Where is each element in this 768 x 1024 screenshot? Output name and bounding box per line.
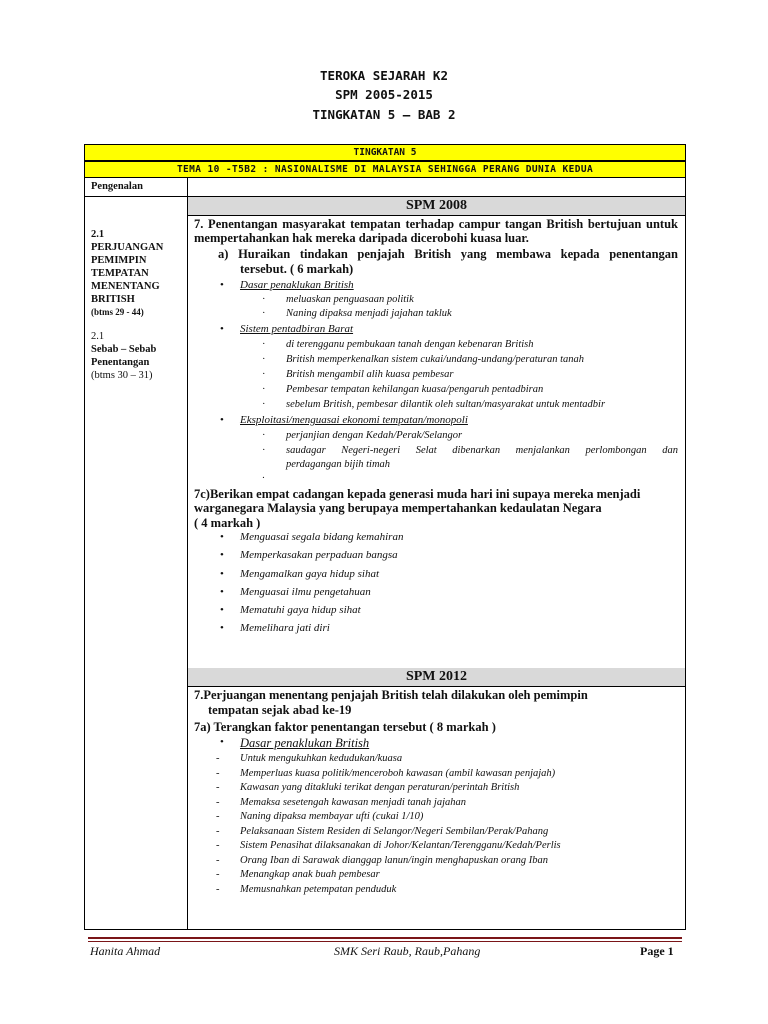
sub-title-line: Penentangan bbox=[91, 357, 150, 368]
bullet-icon: • bbox=[220, 549, 224, 561]
answer-item: • Menguasai ilmu pengetahuan bbox=[220, 586, 371, 598]
section-title-line: TEMPATAN bbox=[91, 268, 149, 279]
list-item: · Naning dipaksa menjadi jajahan takluk bbox=[262, 308, 452, 319]
list-item: - Naning dipaksa membayar ufti (cukai 1/10) bbox=[216, 811, 424, 822]
doc-subtitle: SPM 2005-2015 bbox=[335, 87, 433, 102]
column-divider bbox=[187, 178, 188, 930]
list-item: - Memusnahkan petempatan penduduk bbox=[216, 884, 397, 895]
question-7a-line2: tersebut. ( 6 markah) bbox=[240, 262, 354, 276]
row-divider bbox=[187, 215, 685, 216]
footer-school: SMK Seri Raub, Raub,Pahang bbox=[334, 944, 481, 958]
list-item: · saudagar Negeri-negeri Selat dibenarkan menjalankan perlombongan dan bbox=[262, 445, 678, 456]
row-divider bbox=[187, 686, 685, 687]
section-number: 2.1 bbox=[91, 229, 105, 240]
footer-rule bbox=[88, 937, 682, 939]
footer-author: Hanita Ahmad bbox=[90, 944, 161, 958]
section-ref: (btms 29 - 44) bbox=[91, 307, 144, 317]
answer-item: • Mematuhi gaya hidup sihat bbox=[220, 604, 361, 616]
group-eksploitasi: • Eksploitasi/menguasai ekonomi tempatan/monopoli bbox=[220, 414, 468, 426]
section-title-line: PERJUANGAN bbox=[91, 242, 164, 253]
list-item: · meluaskan penguasaan politik bbox=[262, 294, 414, 305]
bullet-icon: • bbox=[220, 586, 224, 598]
bullet-icon: • bbox=[220, 414, 224, 426]
bullet-icon: • bbox=[220, 568, 224, 580]
list-item: - Memperluas kuasa politik/menceroboh kawasan (ambil kawasan penjajah) bbox=[216, 768, 556, 779]
list-item: - Untuk mengukuhkan kedudukan/kuasa bbox=[216, 753, 403, 764]
question-7c-line3: ( 4 markah ) bbox=[194, 516, 261, 530]
sub-ref: (btms 30 – 31) bbox=[91, 370, 153, 381]
list-item: · British memperkenalkan sistem cukai/undang-undang/peraturan tanah bbox=[262, 354, 585, 365]
answer-item: • Menguasai segala bidang kemahiran bbox=[220, 531, 404, 543]
sub-title-line: Sebab – Sebab bbox=[91, 344, 157, 355]
question-7-2012-line2: tempatan sejak abad ke-19 bbox=[208, 703, 352, 717]
list-item: - Menangkap anak buah pembesar bbox=[216, 869, 380, 880]
group-dasar-penaklukan: • Dasar penaklukan British bbox=[220, 279, 354, 291]
sub-number: 2.1 bbox=[91, 331, 105, 342]
answer-item: • Memelihara jati diri bbox=[220, 622, 330, 634]
bullet-icon: • bbox=[220, 622, 224, 634]
section-title-line: BRITISH bbox=[91, 294, 135, 305]
group-dasar-penaklukan-2012: • Dasar penaklukan British bbox=[220, 736, 370, 750]
list-item: · di terengganu pembukaan tanah dengan kebenaran British bbox=[262, 339, 534, 350]
list-item-continued: perdagangan bijih timah bbox=[286, 459, 391, 470]
empty-marker: · bbox=[262, 473, 265, 484]
doc-title: TEROKA SEJARAH K2 bbox=[320, 68, 448, 83]
list-item: · sebelum British, pembesar dilantik oleh sultan/masyarakat untuk mentadbir bbox=[262, 399, 606, 410]
doc-chapter: TINGKATAN 5 – BAB 2 bbox=[312, 107, 456, 122]
list-item: · Pembesar tempatan kehilangan kuasa/pengaruh pentadbiran bbox=[262, 384, 544, 395]
level-banner: TINGKATAN 5 bbox=[84, 144, 686, 161]
footer-rule bbox=[88, 941, 682, 942]
bullet-icon: • bbox=[220, 531, 224, 543]
section-2-1-sub-block bbox=[91, 330, 156, 382]
section-title-line: MENENTANG bbox=[91, 281, 160, 292]
question-7c-line2: warganegara Malaysia yang berupaya mempertahankan kedaulatan Negara bbox=[194, 501, 602, 515]
spm-2008-heading: SPM 2008 bbox=[188, 197, 685, 215]
question-7c-line1: 7c)Berikan empat cadangan kepada generasi muda hari ini supaya mereka menjadi bbox=[194, 487, 641, 501]
list-item: · perjanjian dengan Kedah/Perak/Selangor bbox=[262, 430, 463, 441]
list-item: · British mengambil alih kuasa pembesar bbox=[262, 369, 454, 380]
question-7a-2012: 7a) Terangkan faktor penentangan tersebut ( 8 markah ) bbox=[194, 720, 496, 734]
question-7-2008: 7. Penentangan masyarakat tempatan terhadap campur tangan British bertujuan untuk mempertahankan hak mereka daripada dicerobohi kuasa luar. bbox=[194, 217, 678, 245]
answer-item: • Memperkasakan perpaduan bangsa bbox=[220, 549, 398, 561]
answer-item: • Mengamalkan gaya hidup sihat bbox=[220, 568, 380, 580]
list-item: - Kawasan yang ditakluki terikat dengan peraturan/perintah British bbox=[216, 782, 520, 793]
question-7a-line1: a) Huraikan tindakan penjajah British yang membawa kepada penentangan bbox=[218, 247, 678, 261]
bullet-icon: • bbox=[220, 279, 224, 291]
theme-banner: TEMA 10 -T5B2 : NASIONALISME DI MALAYSIA SEHINGGA PERANG DUNIA KEDUA bbox=[84, 161, 686, 178]
section-2-1-block bbox=[91, 228, 163, 319]
section-title-line: PEMIMPIN bbox=[91, 255, 147, 266]
bullet-icon: • bbox=[220, 323, 224, 335]
intro-label: Pengenalan bbox=[91, 181, 143, 192]
list-item: - Orang Iban di Sarawak dianggap lanun/ingin menghapuskan orang Iban bbox=[216, 855, 548, 866]
list-item: - Pelaksanaan Sistem Residen di Selangor/Negeri Sembilan/Perak/Pahang bbox=[216, 826, 549, 837]
bullet-icon: • bbox=[220, 604, 224, 616]
spm-2012-heading: SPM 2012 bbox=[188, 668, 685, 686]
page-number: Page 1 bbox=[640, 944, 674, 958]
list-item: - Memaksa sesetengah kawasan menjadi tanah jajahan bbox=[216, 797, 467, 808]
list-item: - Sistem Penasihat dilaksanakan di Johor/Kelantan/Terengganu/Kedah/Perlis bbox=[216, 840, 561, 851]
group-sistem-pentadbiran: • Sistem pentadbiran Barat bbox=[220, 323, 354, 335]
question-7-2012-line1: 7.Perjuangan menentang penjajah British telah dilakukan oleh pemimpin bbox=[194, 688, 588, 702]
bullet-icon: • bbox=[220, 736, 224, 748]
